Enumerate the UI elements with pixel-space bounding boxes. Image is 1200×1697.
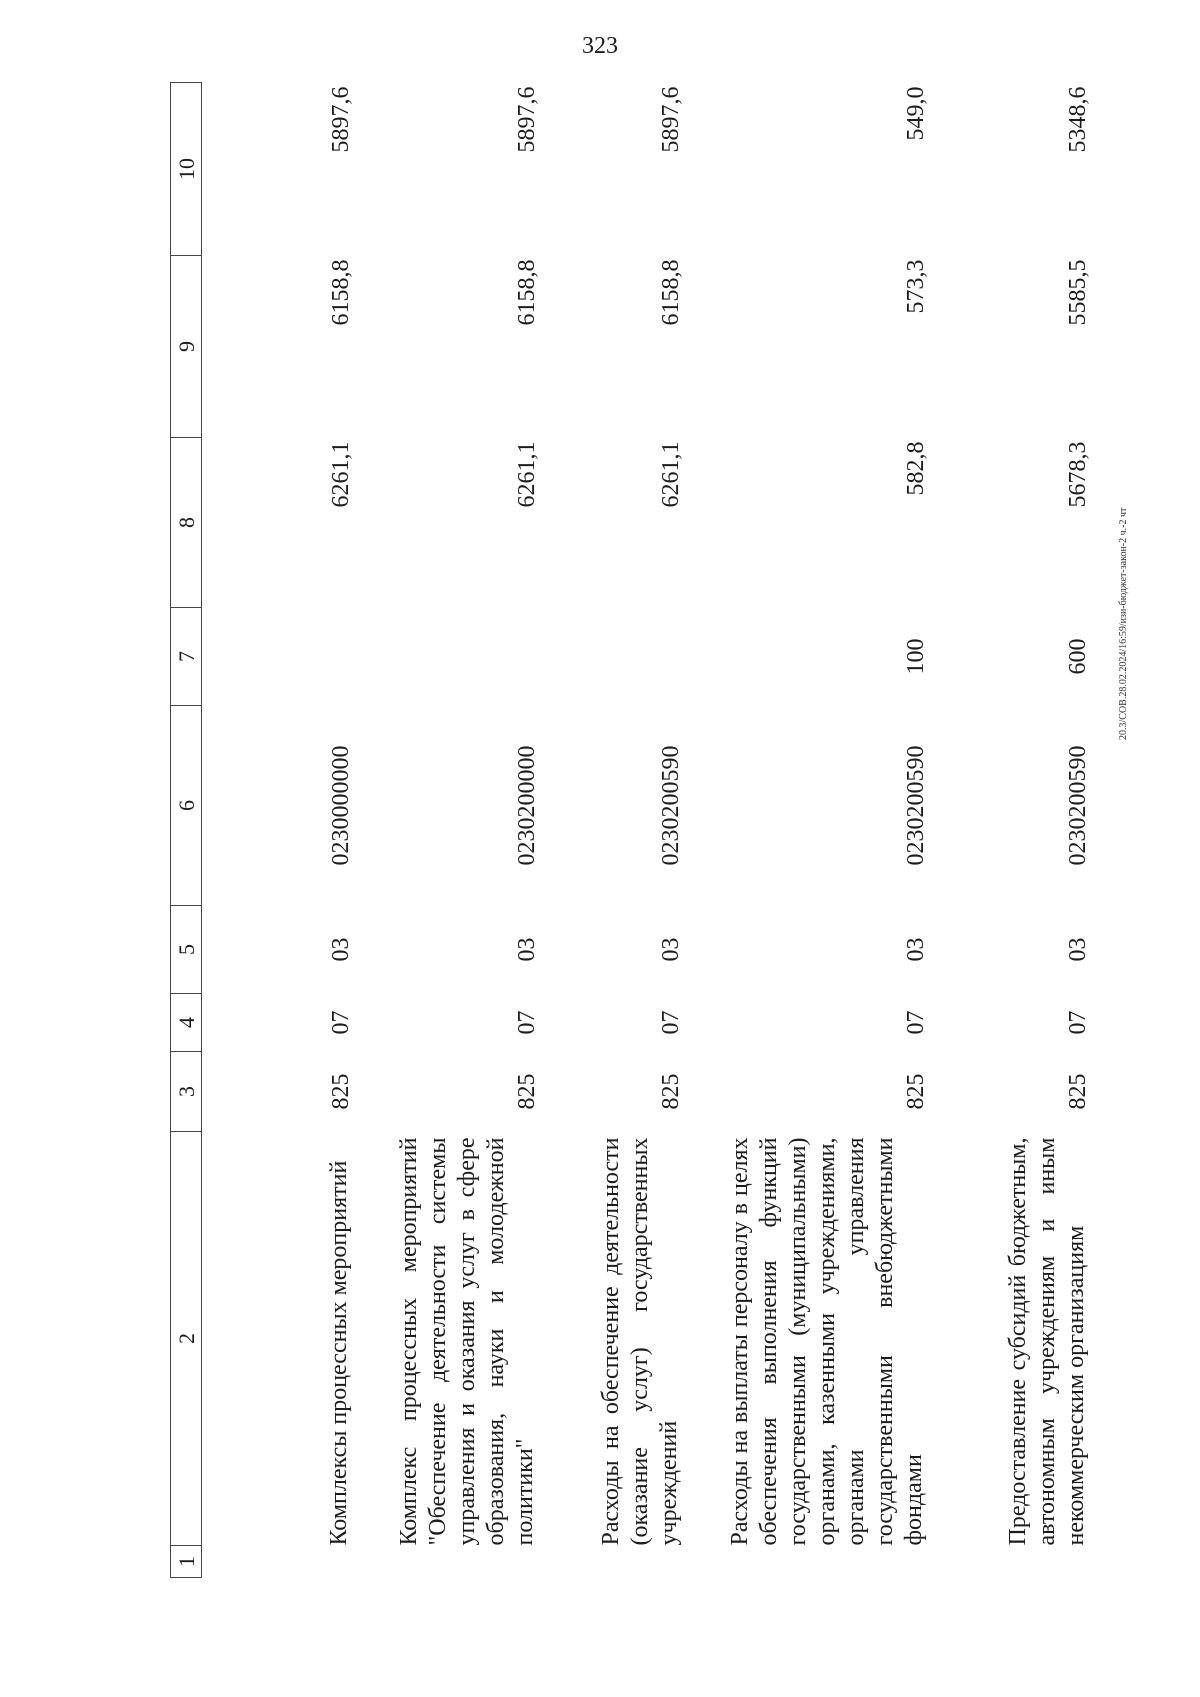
row-target-code: 0230200590 [658, 745, 684, 866]
row-amount-10: 5348,6 [1065, 86, 1091, 153]
column-header: 7 [171, 608, 202, 706]
row-name: Комплекс процессных мероприятий "Обеспечение деятельности системы управления и оказания услуг в сфере образования, науки и молодежной политики" [396, 1137, 538, 1546]
table-row [686, 83, 931, 1578]
row-amount-8: 6261,1 [658, 441, 684, 508]
table-row [202, 83, 357, 1578]
row-target-code: 0230000000 [328, 745, 354, 866]
row-ministry-code: 825 [514, 1073, 540, 1110]
row-blank [686, 1546, 931, 1578]
row-name: Расходы на обеспечение деятельности (оказание услуг) государственных учреждений [598, 1137, 682, 1546]
column-header: 6 [171, 706, 202, 906]
row-section: 07 [903, 1010, 929, 1035]
row-subsection: 03 [903, 937, 929, 962]
row-expense-type: 100 [903, 638, 929, 675]
rotated-table-container [170, 83, 1110, 1578]
row-section: 07 [1065, 1010, 1091, 1035]
page-number: 323 [582, 33, 618, 59]
row-section: 07 [514, 1010, 540, 1035]
row-name: Предоставление субсидий бюджетным, автономным учреждениям и иным некоммерческим организациям [1005, 1137, 1089, 1546]
row-amount-9: 573,3 [903, 259, 929, 314]
row-expense-type [542, 608, 686, 706]
row-name: Расходы на выплаты персоналу в целях обеспечения выполнения функций государственными (муниципальными) органами, казенными учреждениями, органами управления государственными внебюджетными фондами [727, 1137, 927, 1546]
row-blank [542, 1546, 686, 1578]
row-ministry-code: 825 [903, 1073, 929, 1110]
column-header: 10 [171, 83, 202, 256]
row-blank [202, 1546, 357, 1578]
row-amount-9: 6158,8 [658, 259, 684, 326]
row-subsection: 03 [658, 937, 684, 962]
row-subsection: 03 [328, 937, 354, 962]
row-amount-10: 5897,6 [328, 86, 354, 153]
table-row [931, 83, 1093, 1578]
row-amount-8: 5678,3 [1065, 441, 1091, 508]
row-target-code: 0230200590 [903, 745, 929, 866]
row-amount-10: 5897,6 [658, 86, 684, 153]
row-expense-type [356, 608, 542, 706]
row-ministry-code: 825 [328, 1073, 354, 1110]
table-header-row [171, 83, 202, 1578]
row-subsection: 03 [514, 937, 540, 962]
budget-table [170, 82, 1093, 1578]
column-header: 9 [171, 256, 202, 438]
row-amount-10: 549,0 [903, 86, 929, 141]
table-row [356, 83, 542, 1578]
row-ministry-code: 825 [1065, 1073, 1091, 1110]
row-section: 07 [658, 1010, 684, 1035]
row-expense-type: 600 [1065, 638, 1091, 675]
table-row [542, 83, 686, 1578]
column-header: 1 [171, 1546, 202, 1578]
row-amount-9: 6158,8 [328, 259, 354, 326]
row-amount-10: 5897,6 [514, 86, 540, 153]
column-header: 8 [171, 438, 202, 608]
row-amount-9: 5585,5 [1065, 259, 1091, 326]
row-amount-8: 6261,1 [328, 441, 354, 508]
row-amount-8: 6261,1 [514, 441, 540, 508]
row-name: Комплексы процессных мероприятий [326, 1160, 352, 1546]
row-target-code: 0230200000 [514, 745, 540, 866]
row-subsection: 03 [1065, 937, 1091, 962]
row-expense-type [202, 608, 357, 706]
row-blank [931, 1546, 1093, 1578]
row-amount-9: 6158,8 [514, 259, 540, 326]
row-blank [356, 1546, 542, 1578]
column-header: 2 [171, 1132, 202, 1546]
column-header: 4 [171, 994, 202, 1052]
column-header: 5 [171, 906, 202, 994]
column-header: 3 [171, 1052, 202, 1132]
row-section: 07 [328, 1010, 354, 1035]
row-ministry-code: 825 [658, 1073, 684, 1110]
footer-document-code: 20.3/СОВ.28.02.2024/16:59/изи-бюджет-закон-2 ч.-2 чт [1118, 507, 1129, 740]
row-target-code: 0230200590 [1065, 745, 1091, 866]
row-amount-8: 582,8 [903, 441, 929, 496]
